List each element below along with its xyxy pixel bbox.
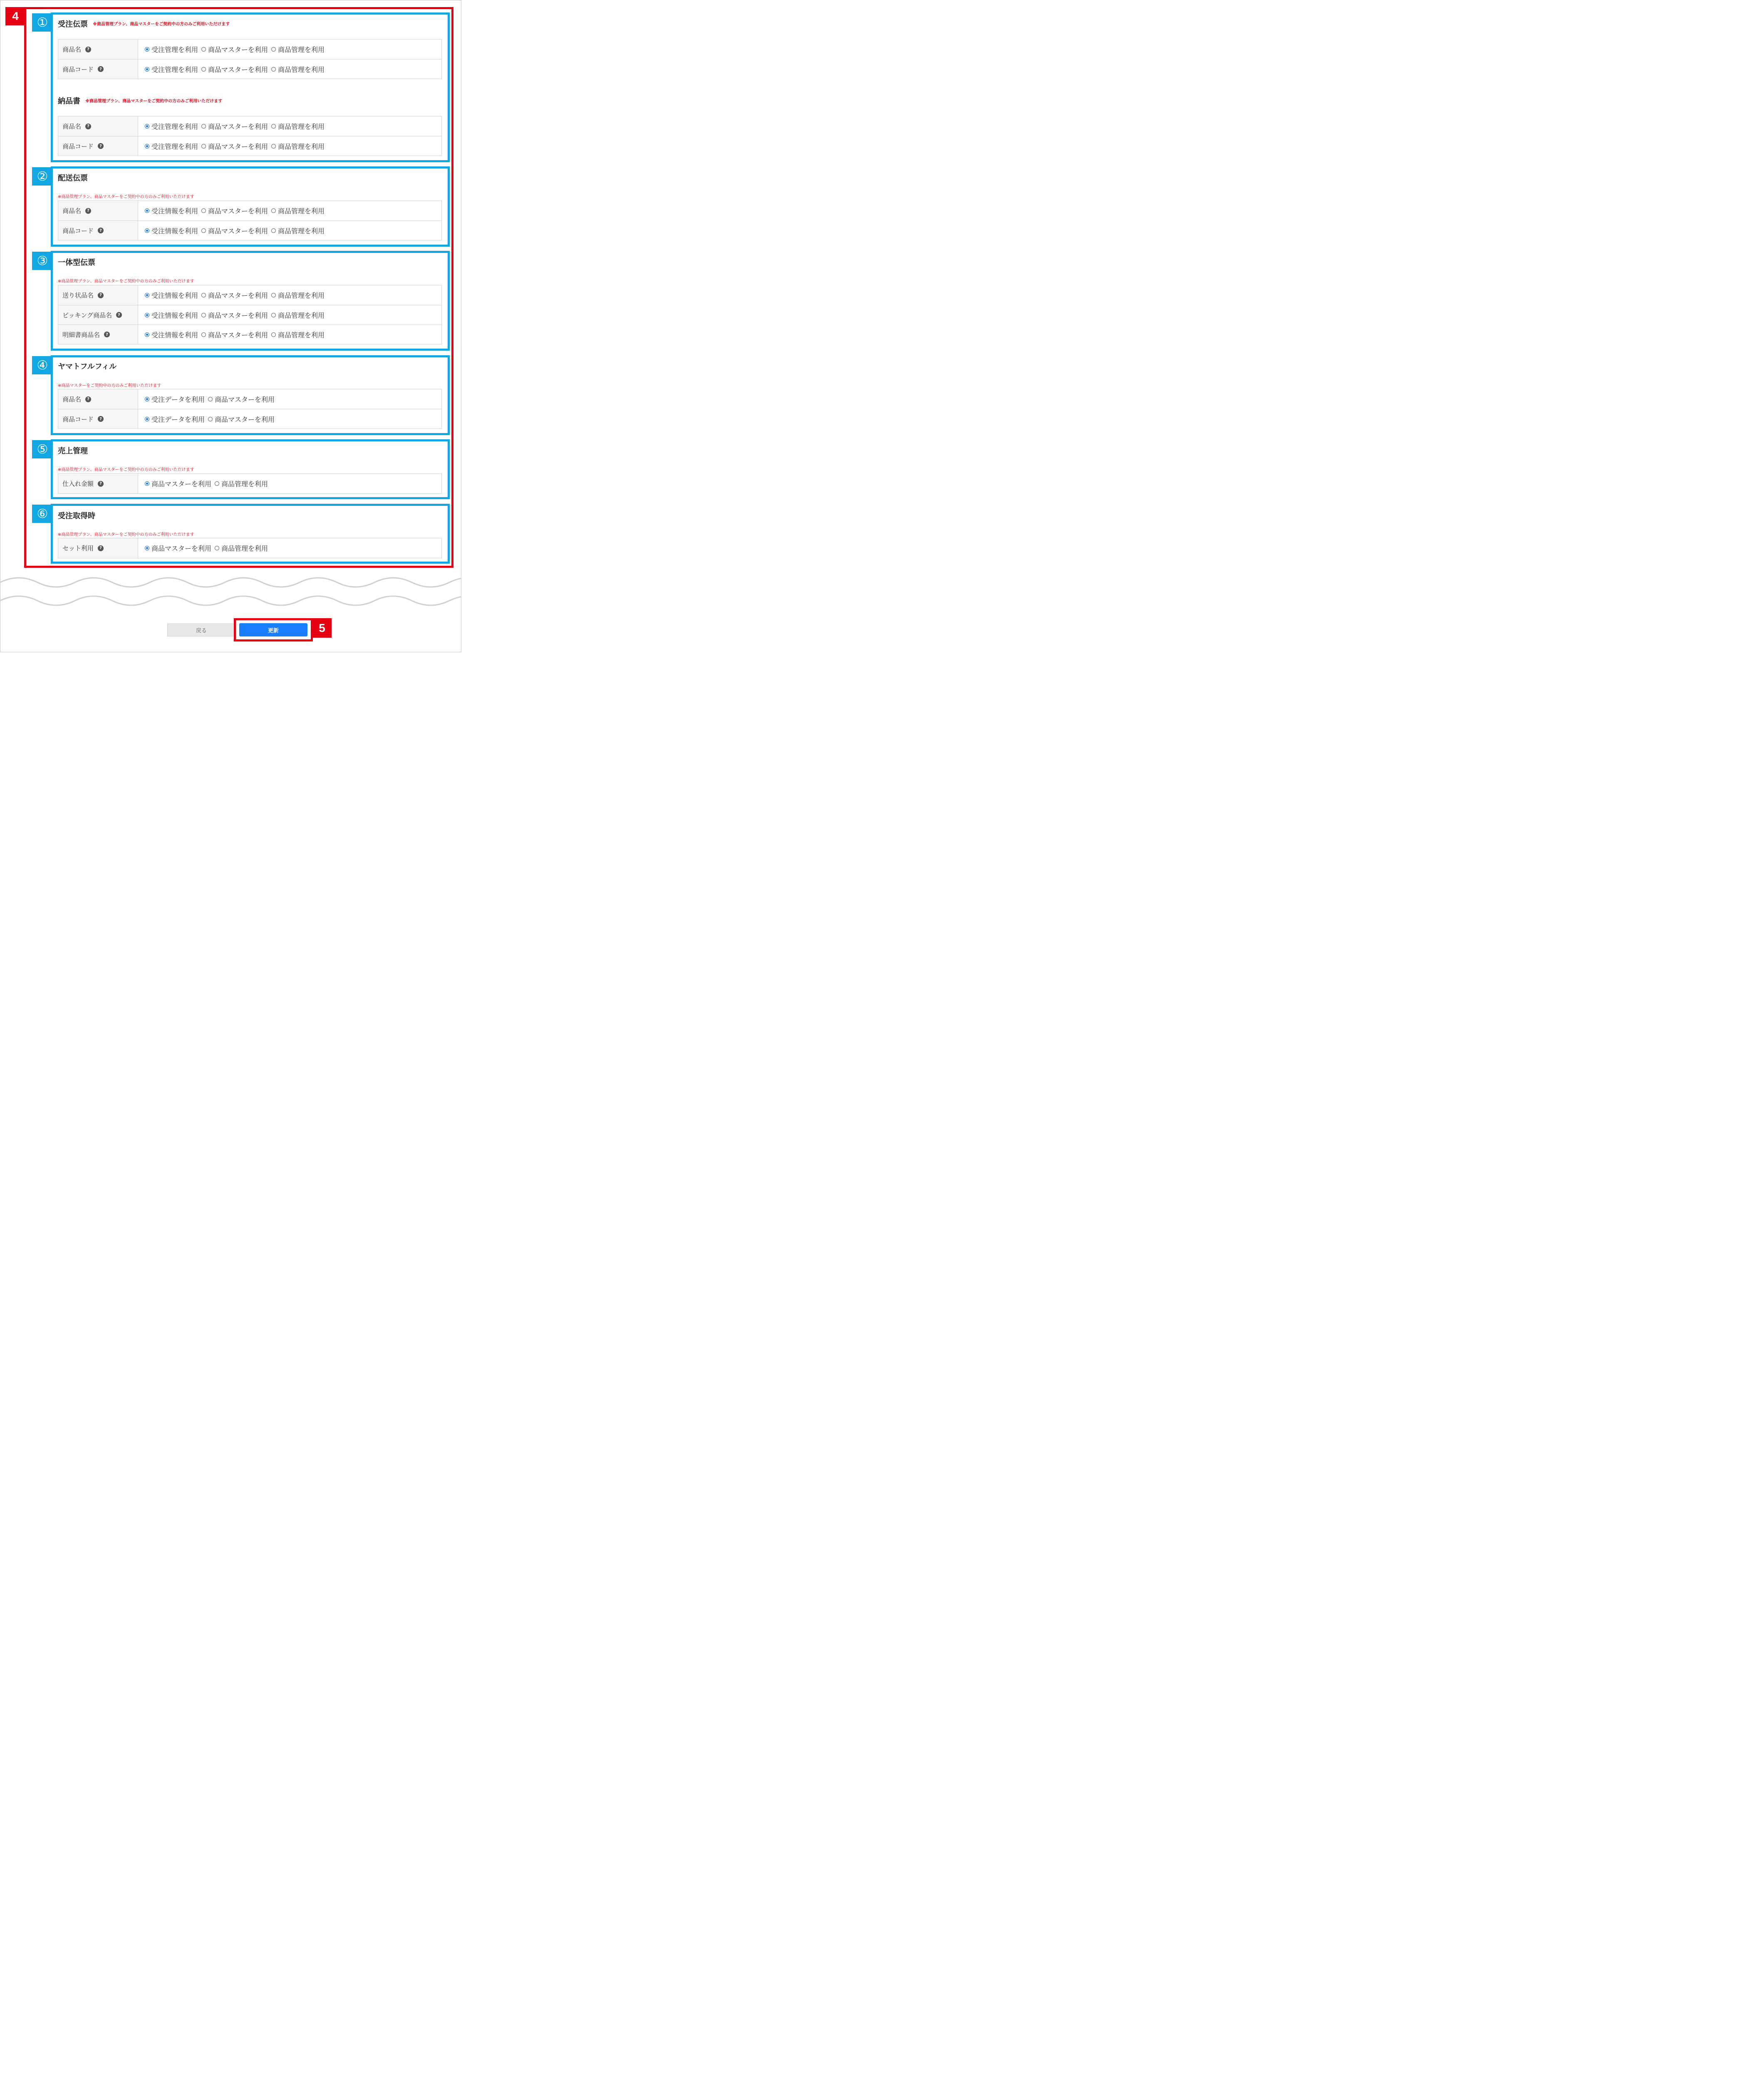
radio-icon [201, 313, 206, 317]
section-title-shipping-slip: 配送伝票 [58, 174, 88, 183]
help-icon[interactable]: ? [85, 47, 91, 52]
table-row [58, 474, 441, 493]
settings-table [58, 39, 442, 79]
settings-table [58, 201, 442, 240]
section-note: ※商品マスターをご契約中の方のみご利用いただけます [58, 384, 161, 388]
radio-icon [201, 124, 206, 129]
table-row [58, 285, 441, 305]
help-icon[interactable]: ? [104, 332, 110, 337]
radio-option[interactable]: 商品マスターを利用 [201, 206, 268, 215]
section-badge-5: ⑤ [32, 440, 53, 458]
section-note: ※商品管理プラン、商品マスターをご契約中の方のみご利用いただけます [58, 195, 194, 199]
section-title-yamato-fulfill: ヤマトフルフィル [58, 362, 117, 371]
radio-option[interactable]: 商品管理を利用 [271, 226, 325, 235]
radio-icon [271, 332, 276, 337]
radio-option[interactable]: 商品管理を利用 [271, 121, 325, 131]
section-badge-3: ③ [32, 252, 53, 270]
row-label: 商品名 [62, 396, 82, 403]
radio-selected-icon [145, 481, 149, 486]
radio-icon [271, 144, 276, 149]
radio-option[interactable]: 商品マスターを利用 [201, 64, 268, 74]
radio-option[interactable]: 受注管理を利用 [145, 121, 198, 131]
page-break-wave [0, 573, 461, 611]
help-icon[interactable]: ? [98, 228, 104, 233]
radio-selected-icon [145, 332, 149, 337]
settings-table [58, 285, 442, 344]
radio-option[interactable]: 受注情報を利用 [145, 330, 198, 339]
radio-option[interactable]: 受注データを利用 [145, 414, 205, 424]
radio-icon [201, 332, 206, 337]
radio-selected-icon [145, 124, 149, 129]
callout-5: 5 [312, 618, 332, 638]
table-row [58, 305, 441, 324]
settings-table [58, 473, 442, 494]
radio-icon [201, 293, 206, 297]
radio-option[interactable]: 受注情報を利用 [145, 226, 198, 235]
section-title-delivery-note: 納品書 ※商品管理プラン、商品マスターをご契約中の方のみご利用いただけます [58, 97, 223, 106]
row-label: 商品名 [62, 123, 82, 130]
row-label: 商品名 [62, 46, 82, 53]
section-note: ※商品管理プラン、商品マスターをご契約中の方のみご利用いただけます [85, 99, 223, 104]
help-icon[interactable]: ? [98, 545, 104, 551]
radio-option[interactable]: 商品管理を利用 [271, 141, 325, 151]
section-badge-2: ② [32, 167, 53, 186]
radio-icon [201, 228, 206, 233]
settings-table [58, 538, 442, 558]
radio-icon [208, 397, 213, 401]
help-icon[interactable]: ? [85, 396, 91, 402]
section-note: ※商品管理プラン、商品マスターをご契約中の方のみご利用いただけます [93, 22, 230, 27]
radio-option[interactable]: 商品マスターを利用 [201, 226, 268, 235]
table-row [58, 59, 441, 79]
radio-icon [201, 208, 206, 213]
radio-option[interactable]: 商品マスターを利用 [201, 121, 268, 131]
radio-selected-icon [145, 228, 149, 233]
section-badge-4: ④ [32, 356, 53, 374]
radio-option[interactable]: 受注管理を利用 [145, 64, 198, 74]
table-row [58, 389, 441, 409]
radio-icon [201, 144, 206, 149]
radio-option[interactable]: 商品管理を利用 [271, 290, 325, 300]
callout-4: 4 [5, 7, 25, 25]
radio-icon [271, 228, 276, 233]
update-button[interactable]: 更新 [239, 623, 307, 636]
section-title-combined-slip: 一体型伝票 [58, 258, 95, 267]
radio-icon [271, 208, 276, 213]
radio-selected-icon [145, 293, 149, 297]
radio-option[interactable]: 商品マスターを利用 [201, 45, 268, 54]
radio-option[interactable]: 商品マスターを利用 [208, 414, 275, 424]
radio-selected-icon [145, 67, 149, 72]
section-badge-1: ① [32, 13, 53, 32]
section-badge-6: ⑥ [32, 505, 53, 523]
radio-option[interactable]: 受注情報を利用 [145, 206, 198, 215]
radio-option[interactable]: 受注管理を利用 [145, 45, 198, 54]
radio-option[interactable]: 商品管理を利用 [271, 64, 325, 74]
radio-icon [271, 313, 276, 317]
radio-icon [271, 67, 276, 72]
section-title-sales-mgmt: 売上管理 [58, 447, 88, 456]
section-note: ※商品管理プラン、商品マスターをご契約中の方のみご利用いただけます [58, 468, 194, 472]
radio-option[interactable]: 商品マスターを利用 [145, 479, 211, 488]
section-note: ※商品管理プラン、商品マスターをご契約中の方のみご利用いただけます [58, 279, 194, 284]
help-icon[interactable]: ? [116, 312, 122, 318]
radio-icon [215, 546, 219, 550]
table-row [58, 136, 441, 156]
section-title-order-fetch: 受注取得時 [58, 512, 95, 520]
radio-option[interactable]: 商品マスターを利用 [145, 543, 211, 553]
help-icon[interactable]: ? [98, 292, 104, 298]
row-label: 商品コード [62, 65, 94, 73]
table-row [58, 409, 441, 428]
table-row [58, 40, 441, 59]
radio-option[interactable]: 商品マスターを利用 [201, 141, 268, 151]
back-button[interactable]: 戻る [167, 624, 235, 636]
radio-option[interactable]: 商品マスターを利用 [208, 394, 275, 404]
radio-icon [271, 47, 276, 52]
table-row [58, 116, 441, 136]
radio-selected-icon [145, 397, 149, 401]
radio-option[interactable]: 受注管理を利用 [145, 141, 198, 151]
radio-option[interactable]: 商品マスターを利用 [201, 290, 268, 300]
help-icon[interactable]: ? [98, 143, 104, 149]
radio-icon [201, 67, 206, 72]
section-title-order-slip: 受注伝票 ※商品管理プラン、商品マスターをご契約中の方のみご利用いただけます [58, 20, 230, 29]
radio-selected-icon [145, 417, 149, 421]
help-icon[interactable]: ? [98, 416, 104, 422]
row-label: 送り状品名 [62, 292, 94, 299]
radio-icon [271, 293, 276, 297]
table-row [58, 220, 441, 240]
row-label: 商品名 [62, 207, 82, 215]
radio-option[interactable]: 商品管理を利用 [215, 543, 268, 553]
radio-selected-icon [145, 144, 149, 149]
radio-option[interactable]: 受注データを利用 [145, 394, 205, 404]
row-label: 仕入れ金額 [62, 480, 94, 488]
radio-option[interactable]: 商品管理を利用 [271, 310, 325, 320]
radio-option[interactable]: 受注情報を利用 [145, 310, 198, 320]
row-label: 商品コード [62, 227, 94, 235]
radio-option[interactable]: 商品管理を利用 [271, 206, 325, 215]
radio-icon [271, 124, 276, 129]
radio-icon [208, 417, 213, 421]
row-label: セット利用 [62, 545, 94, 552]
radio-selected-icon [145, 47, 149, 52]
radio-icon [215, 481, 219, 486]
row-label: 明細書商品名 [62, 331, 100, 339]
settings-table [58, 389, 442, 429]
radio-option[interactable]: 受注情報を利用 [145, 290, 198, 300]
table-row [58, 324, 441, 344]
row-label: 商品コード [62, 142, 94, 150]
help-icon[interactable]: ? [98, 481, 104, 487]
radio-option[interactable]: 商品管理を利用 [271, 45, 325, 54]
row-label: 商品コード [62, 415, 94, 423]
radio-option[interactable]: 商品管理を利用 [215, 479, 268, 488]
help-icon[interactable]: ? [98, 66, 104, 72]
table-row [58, 201, 441, 220]
help-icon[interactable]: ? [85, 124, 91, 129]
radio-selected-icon [145, 313, 149, 317]
radio-option[interactable]: 商品マスターを利用 [201, 310, 268, 320]
row-label: ピッキング商品名 [62, 311, 112, 319]
radio-selected-icon [145, 546, 149, 550]
radio-icon [201, 47, 206, 52]
radio-option[interactable]: 商品マスターを利用 [201, 330, 268, 339]
radio-option[interactable]: 商品管理を利用 [271, 330, 325, 339]
section-note: ※商品管理プラン、商品マスターをご契約中の方のみご利用いただけます [58, 532, 194, 537]
table-row [58, 538, 441, 558]
help-icon[interactable]: ? [85, 208, 91, 214]
radio-selected-icon [145, 208, 149, 213]
settings-table [58, 116, 442, 156]
